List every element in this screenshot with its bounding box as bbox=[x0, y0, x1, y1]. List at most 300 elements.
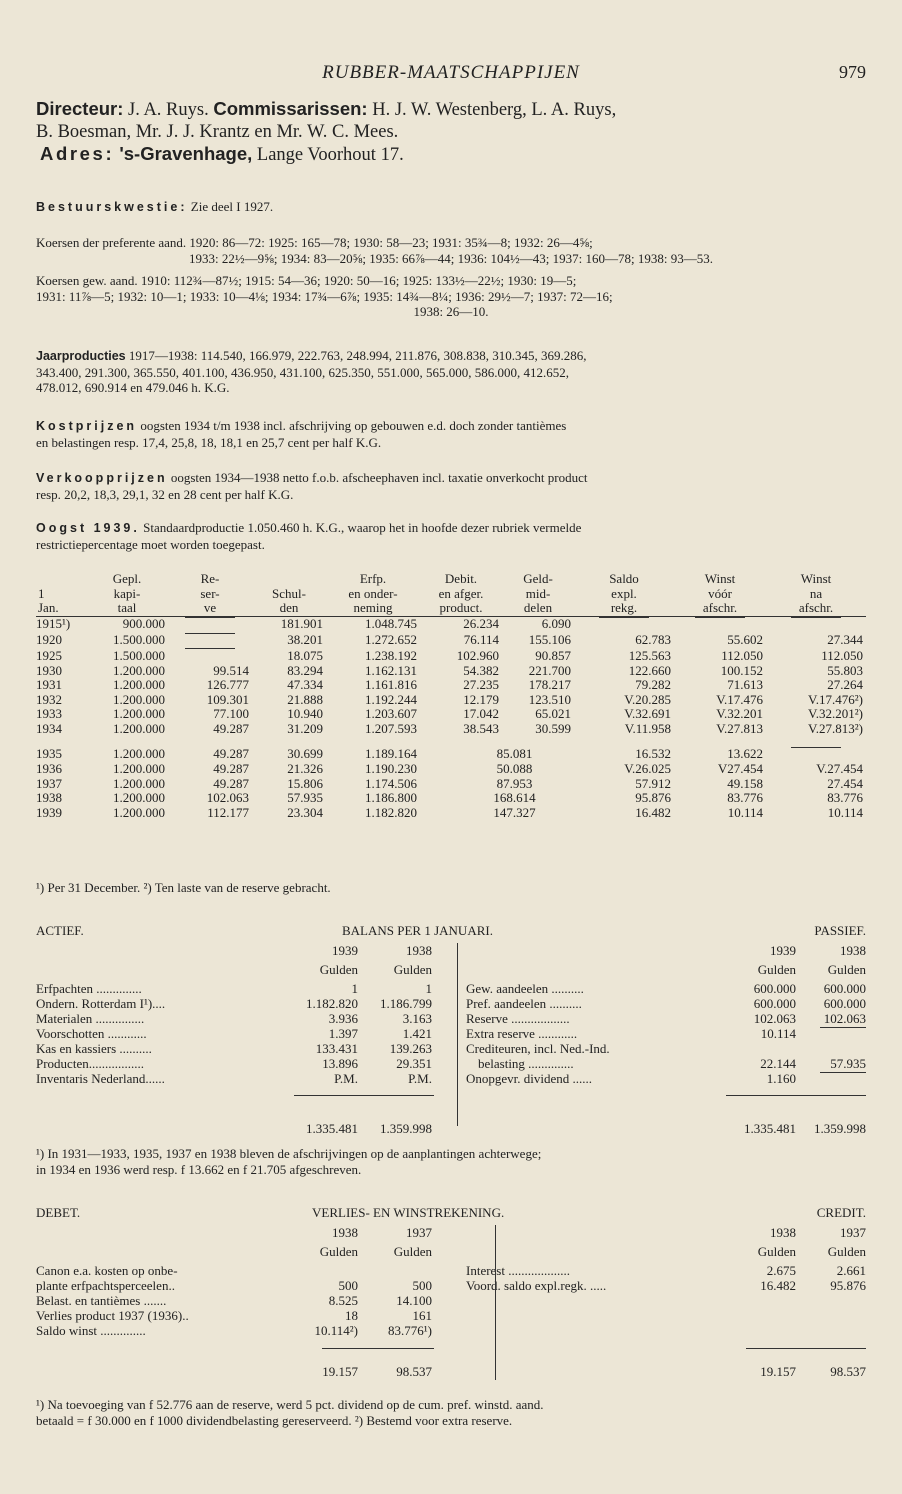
ledger-row bbox=[466, 1278, 866, 1293]
table-cell: 47.334 bbox=[287, 677, 323, 693]
table-cell: 49.287 bbox=[213, 761, 249, 777]
table-header-cell bbox=[36, 572, 86, 587]
row-year: 1920 bbox=[36, 631, 62, 647]
table-row bbox=[36, 762, 866, 777]
ledger-value: 1.160 bbox=[766, 1071, 796, 1086]
ledger-label: Kas en kassiers .......... bbox=[36, 1041, 152, 1056]
table-cell: 100.152 bbox=[720, 662, 763, 678]
row-year: 1930 bbox=[36, 662, 62, 678]
table-cell: 31.209 bbox=[287, 720, 323, 736]
ledger-label: Voorschotten ............ bbox=[36, 1026, 147, 1041]
ledger-value: 600.000 bbox=[753, 981, 796, 996]
verkoopprijzen-line1: oogsten 1934—1938 netto f.o.b. afscheephaven incl. taxatie onverkocht product bbox=[167, 470, 588, 485]
vw-left-total1: 19.157 bbox=[322, 1364, 358, 1379]
table-cell: 1.200.000 bbox=[113, 677, 165, 693]
table-header-cell: vóór bbox=[708, 585, 732, 601]
balans-footnote-line1: ¹) In 1931—1933, 1935, 1937 en 1938 bleven de afschrijvingen op de aanplantingen achterwege; bbox=[36, 1146, 542, 1161]
table-cell: 55.803 bbox=[827, 662, 863, 678]
table-header-cell: neming bbox=[326, 601, 420, 616]
ledger-value: 600.000 bbox=[823, 981, 866, 996]
table-header-cell: Saldo bbox=[609, 571, 639, 586]
ledger-row bbox=[466, 1263, 866, 1278]
page-number: 979 bbox=[839, 62, 866, 82]
table-row bbox=[36, 791, 866, 806]
ledger-value: 95.876 bbox=[830, 1278, 866, 1293]
ledger-value: 1.186.799 bbox=[380, 996, 432, 1011]
table-cell: 21.888 bbox=[287, 691, 323, 707]
balans-right-cur1: Gulden bbox=[757, 962, 796, 977]
ledger-value: 102.063 bbox=[823, 1011, 866, 1026]
ledger-value: P.M. bbox=[334, 1071, 358, 1086]
table-row bbox=[36, 616, 866, 632]
table-cell: 109.301 bbox=[206, 691, 249, 707]
table-cell: 1.500.000 bbox=[113, 631, 165, 647]
table-cell: 112.050 bbox=[721, 647, 763, 663]
table-header-cell: product. bbox=[420, 601, 502, 616]
bestuur-text: Zie deel I 1927. bbox=[190, 199, 274, 214]
table-cell: 1.200.000 bbox=[113, 720, 165, 736]
table-cell: 1.174.506 bbox=[365, 775, 417, 791]
balans-footnote-line2: in 1934 en 1936 werd resp. f 13.662 en f 21.705 afgeschreven. bbox=[36, 1161, 362, 1177]
empty-dash bbox=[185, 633, 235, 649]
vw-right-year2: 1937 bbox=[840, 1225, 866, 1240]
table-cell: 17.042 bbox=[463, 706, 499, 722]
table-cell: 55.602 bbox=[727, 631, 763, 647]
table-cell: 65.021 bbox=[535, 706, 571, 722]
jaarproducties-line3: 478.012, 690.914 en 479.046 h. K.G. bbox=[36, 380, 230, 395]
table-cell: 6.090 bbox=[541, 616, 571, 632]
vw-footnote-line1: ¹) Na toevoeging van f 52.776 aan de reserve, werd 5 pct. dividend op de cum. pref. winstd. aand. bbox=[36, 1397, 544, 1412]
table-cell: 112.050 bbox=[821, 647, 863, 663]
table-cell: 10.114 bbox=[727, 804, 763, 820]
ledger-value: 1.397 bbox=[328, 1026, 358, 1041]
table-header-cell: ve bbox=[168, 601, 252, 616]
ledger-label: Onopgevr. dividend ...... bbox=[466, 1071, 593, 1086]
koersen-gew-line2: 1931: 11⅞—5; 1932: 10—1; 1933: 10—4⅛; 1934: 17¾—6⅞; 1935: 14¾—8¼; 1936: 29½—7; 1937: 72—16; bbox=[36, 288, 613, 304]
table-row bbox=[36, 678, 866, 693]
row-year: 1925 bbox=[36, 647, 62, 663]
row-year: 1934 bbox=[36, 720, 62, 736]
ledger-label: Crediteuren, incl. Ned.-Ind. bbox=[466, 1041, 610, 1056]
verkoopprijzen-line2: resp. 20,2, 18,3, 29,1, 32 en 28 cent per half K.G. bbox=[36, 486, 294, 502]
jaarproducties-line1: 1917—1938: 114.540, 166.979, 222.763, 248.994, 211.876, 308.838, 310.345, 369.286, bbox=[125, 348, 587, 363]
ledger-row bbox=[466, 981, 866, 996]
koersen-pref-line1: Koersen der preferente aand. 1920: 86—72: 1925: 165—78; 1930: 58—23; 1931: 35¾—8; 1932: 26—4⅝; bbox=[36, 235, 593, 250]
table-row bbox=[36, 693, 866, 708]
koersen-gew-line1: Koersen gew. aand. 1910: 112¾—87½; 1915: 54—36; 1920: 50—16; 1925: 133½—22½; 1930: 19—5; bbox=[36, 273, 577, 288]
table-row bbox=[36, 707, 866, 722]
table-cell: 10.114 bbox=[827, 804, 863, 820]
table-header-cell bbox=[252, 572, 326, 587]
ledger-label: belasting .............. bbox=[478, 1056, 574, 1071]
table-cell: V.32.201²) bbox=[808, 706, 863, 722]
ledger-value: 1 bbox=[351, 981, 358, 996]
ledger-value: 133.431 bbox=[315, 1041, 358, 1056]
table-cell: V.26.025 bbox=[624, 761, 671, 777]
vw-credit-label: CREDIT. bbox=[816, 1205, 866, 1220]
verkoopprijzen-label: Verkoopprijzen bbox=[36, 471, 168, 485]
table-cell: 38.201 bbox=[287, 631, 323, 647]
table-header-cell: en onder- bbox=[348, 585, 398, 601]
table-cell: 1.500.000 bbox=[113, 647, 165, 663]
table-header-cell: na bbox=[809, 585, 823, 601]
row-year: 1938 bbox=[36, 790, 62, 806]
kostprijzen-label: Kostprijzen bbox=[36, 419, 138, 433]
kostprijzen bbox=[36, 418, 866, 450]
row-year: 1937 bbox=[36, 775, 62, 791]
table-cell: V.27.454 bbox=[816, 761, 863, 777]
table-cell: 26.234 bbox=[463, 616, 499, 632]
table-cell: 1.200.000 bbox=[113, 761, 165, 777]
table-cell: 1.200.000 bbox=[113, 745, 165, 761]
table-cell: V27.454 bbox=[717, 761, 763, 777]
table-cell bbox=[168, 648, 252, 664]
ledger-row bbox=[36, 1308, 446, 1323]
ledger-value: 102.063 bbox=[753, 1011, 796, 1026]
balans-title: BALANS PER 1 JANUARI. bbox=[342, 923, 493, 938]
ledger-row bbox=[466, 1026, 866, 1041]
table-cell: 1.200.000 bbox=[113, 804, 165, 820]
vw-left-cur1: Gulden bbox=[319, 1244, 358, 1259]
table-cell: 1.189.164 bbox=[365, 745, 417, 761]
empty-dash bbox=[185, 648, 235, 664]
table-cell: 181.901 bbox=[280, 616, 323, 632]
table-cell: 77.100 bbox=[213, 706, 249, 722]
koersen-pref-line2: 1933: 22½—9⅝; 1934: 83—20⅝; 1935: 66⅞—44; 1936: 104½—43; 1937: 160—78; 1938: 93—53. bbox=[189, 250, 713, 266]
ledger-label: Voord. saldo expl.regk. ..... bbox=[466, 1278, 607, 1293]
table-cell: 1.238.192 bbox=[365, 647, 417, 663]
table-row bbox=[36, 664, 866, 679]
table-header-cell: delen bbox=[502, 601, 574, 616]
table-header-cell: Winst bbox=[800, 571, 832, 586]
table-cell: 126.777 bbox=[206, 677, 249, 693]
vw-right-cur2: Gulden bbox=[827, 1244, 866, 1259]
commissarissen-names-cont: B. Boesman, Mr. J. J. Krantz en Mr. W. C. Mees. bbox=[36, 122, 399, 142]
intro bbox=[36, 98, 866, 166]
table-header-cell: kapi- bbox=[113, 585, 141, 601]
table-header-cell: Gepl. bbox=[112, 571, 142, 586]
financial-history-table bbox=[36, 572, 866, 820]
table-cell: 1.186.800 bbox=[365, 790, 417, 806]
ledger-value bbox=[800, 1071, 866, 1088]
table-cell: 1.048.745 bbox=[365, 616, 417, 632]
table-header-cell: Jan. bbox=[36, 601, 86, 616]
ledger-label: Ondern. Rotterdam I¹).... bbox=[36, 996, 166, 1011]
jaarproducties bbox=[36, 348, 866, 396]
vw-right-cur1: Gulden bbox=[757, 1244, 796, 1259]
ledger-value: 16.482 bbox=[760, 1278, 796, 1293]
table-cell: 10.940 bbox=[287, 706, 323, 722]
balans-left-year1: 1939 bbox=[332, 943, 358, 958]
table-cell: 16.532 bbox=[635, 745, 671, 761]
ledger-row bbox=[36, 1263, 446, 1278]
ledger-value: 1 bbox=[425, 981, 432, 996]
table-cell: 71.613 bbox=[727, 677, 763, 693]
commissarissen-label: Commissarissen: bbox=[213, 98, 368, 119]
ledger-value: 2.661 bbox=[836, 1263, 866, 1278]
ledger-value: 139.263 bbox=[389, 1041, 432, 1056]
ledger-row bbox=[466, 1041, 866, 1056]
table-header-cell: Schul- bbox=[272, 585, 306, 601]
ledger-row bbox=[36, 1041, 446, 1056]
table-row bbox=[36, 632, 866, 648]
table-cell: 83.776 bbox=[827, 790, 863, 806]
table-cell: 50.088 bbox=[496, 761, 533, 777]
table-cell: V.20.285 bbox=[624, 691, 671, 707]
ledger-label: Reserve .................. bbox=[466, 1011, 570, 1026]
table-cell: 102.063 bbox=[206, 790, 249, 806]
ledger-value: 57.935 bbox=[830, 1056, 866, 1071]
empty-dash bbox=[695, 617, 745, 633]
ledger-value: 3.936 bbox=[328, 1011, 358, 1026]
commissarissen-names: H. J. W. Westenberg, L. A. Ruys, bbox=[367, 100, 617, 120]
table-cell: 57.912 bbox=[635, 775, 671, 791]
table-cell: 112.177 bbox=[207, 804, 249, 820]
table-cell: 95.876 bbox=[635, 790, 671, 806]
table-cell: V.27.813 bbox=[716, 720, 763, 736]
ledger-label: Pref. aandeelen .......... bbox=[466, 996, 582, 1011]
vw-footnote bbox=[36, 1397, 866, 1428]
bestuurskwestie bbox=[36, 199, 866, 216]
ledger-row bbox=[36, 1293, 446, 1308]
ledger-row bbox=[466, 1071, 866, 1086]
table-cell: 1.182.820 bbox=[365, 804, 417, 820]
ledger-row bbox=[36, 1011, 446, 1026]
table-cell: 1.203.607 bbox=[365, 706, 417, 722]
balans-left-year2: 1938 bbox=[406, 943, 432, 958]
ledger-value: 22.144 bbox=[760, 1056, 796, 1071]
ledger-value: 500 bbox=[338, 1278, 358, 1293]
ledger-label: plante erfpachtsperceelen.. bbox=[36, 1278, 175, 1293]
ledger-value: 10.114²) bbox=[314, 1323, 358, 1338]
ledger-row bbox=[466, 1011, 866, 1026]
verkoopprijzen bbox=[36, 470, 866, 502]
table-cell: 21.326 bbox=[287, 761, 323, 777]
table-cell: 30.599 bbox=[535, 720, 571, 736]
table-cell: 1.200.000 bbox=[113, 691, 165, 707]
adres-street: Lange Voorhout 17. bbox=[252, 145, 404, 165]
table-cell: 27.264 bbox=[827, 677, 863, 693]
ledger-value: 600.000 bbox=[823, 996, 866, 1011]
table-row bbox=[36, 722, 866, 737]
table-cell: 1.190.230 bbox=[365, 761, 417, 777]
ledger-label: Saldo winst .............. bbox=[36, 1323, 146, 1338]
vw-left-year1: 1938 bbox=[332, 1225, 358, 1240]
ledger-label: Inventaris Nederland...... bbox=[36, 1071, 165, 1086]
table-header-cell: rekg. bbox=[574, 601, 674, 616]
ledger-label: Erfpachten .............. bbox=[36, 981, 142, 996]
table-cell: 27.454 bbox=[827, 775, 863, 791]
row-year: 1932 bbox=[36, 691, 62, 707]
row-year: 1935 bbox=[36, 745, 62, 761]
table-header-cell: ser- bbox=[200, 585, 220, 601]
table-cell: 1.161.816 bbox=[365, 677, 417, 693]
table-cell: 30.699 bbox=[287, 745, 323, 761]
table-cell: 27.235 bbox=[463, 677, 499, 693]
table-cell: 168.614 bbox=[493, 790, 536, 806]
balans-footnote bbox=[36, 1146, 866, 1177]
table-cell: 122.660 bbox=[628, 662, 671, 678]
table-header-cell: expl. bbox=[611, 585, 637, 601]
table-cell: 1.200.000 bbox=[113, 662, 165, 678]
table-cell: 54.382 bbox=[463, 662, 499, 678]
empty-dash bbox=[791, 617, 841, 633]
table-cell: 76.114 bbox=[463, 631, 499, 647]
table-cell: 125.563 bbox=[628, 647, 671, 663]
ledger-value: 18 bbox=[345, 1308, 358, 1323]
table-cell: 155.106 bbox=[528, 631, 571, 647]
oogst-line1: Standaardproductie 1.050.460 h. K.G., waarop het in hoofde dezer rubriek vermelde bbox=[139, 520, 582, 535]
table-cell: 178.217 bbox=[528, 677, 571, 693]
empty-dash bbox=[185, 617, 235, 633]
table-header-cell: den bbox=[252, 601, 326, 616]
balans-right-year1: 1939 bbox=[770, 943, 796, 958]
table-row bbox=[36, 806, 866, 821]
table-cell: 49.158 bbox=[727, 775, 763, 791]
table-cell: 900.000 bbox=[122, 616, 165, 632]
table-header-cell: 1 bbox=[38, 585, 45, 601]
ledger-value: 29.351 bbox=[396, 1056, 432, 1071]
ledger-label: Belast. en tantièmes ....... bbox=[36, 1293, 167, 1308]
balans-left-total2: 1.359.998 bbox=[380, 1121, 432, 1136]
ledger-row bbox=[36, 996, 446, 1011]
table-cell: 147.327 bbox=[493, 804, 536, 820]
vw-right-total2: 98.537 bbox=[830, 1364, 866, 1379]
table-cell: 1.200.000 bbox=[113, 706, 165, 722]
running-title: RUBBER-MAATSCHAPPIJEN bbox=[322, 62, 580, 83]
table-cell: 23.304 bbox=[287, 804, 323, 820]
ledger-value: 13.896 bbox=[322, 1056, 358, 1071]
table-cell: 83.294 bbox=[287, 662, 323, 678]
table-cell: 38.543 bbox=[463, 720, 499, 736]
row-year: 1936 bbox=[36, 761, 62, 777]
directeur-name: J. A. Ruys. bbox=[123, 100, 214, 120]
table-header-cell: Re- bbox=[200, 571, 220, 586]
table-row bbox=[36, 746, 866, 762]
ledger-value: 1.182.820 bbox=[306, 996, 358, 1011]
ledger-row bbox=[36, 1323, 446, 1338]
koersen-gew-line3: 1938: 26—10. bbox=[413, 304, 489, 319]
empty-dash bbox=[820, 1072, 866, 1088]
bestuur-label: Bestuurskwestie: bbox=[36, 200, 188, 214]
vw-debet-label: DEBET. bbox=[36, 1205, 81, 1220]
table-header-cell: Winst bbox=[704, 571, 736, 586]
ledger-row bbox=[36, 1278, 446, 1293]
table-cell bbox=[674, 616, 766, 632]
empty-dash bbox=[791, 747, 841, 763]
table-cell: V.17.476²) bbox=[808, 691, 863, 707]
running-header bbox=[36, 62, 866, 86]
oogst-label: Oogst 1939. bbox=[36, 521, 140, 535]
balans-left-total1: 1.335.481 bbox=[306, 1121, 358, 1136]
table-row bbox=[36, 648, 866, 664]
ledger-label: Interest ................... bbox=[466, 1263, 570, 1278]
jaarproducties-line2: 343.400, 291.300, 365.550, 401.100, 436.950, 431.100, 625.350, 551.000, 565.000, 586.000, 412.652, bbox=[36, 364, 569, 380]
koersen-preferent bbox=[36, 235, 866, 266]
balans-left-cur2: Gulden bbox=[393, 962, 432, 977]
table-header-cell: Debit. bbox=[444, 571, 478, 586]
table-cell: 85.081 bbox=[496, 745, 533, 761]
table-cell: 16.482 bbox=[635, 804, 671, 820]
kostprijzen-line2: en belastingen resp. 17,4, 25,8, 18, 18,1 en 25,7 cent per half K.G. bbox=[36, 434, 382, 450]
vw-right-total1: 19.157 bbox=[760, 1364, 796, 1379]
table-header-cell: taal bbox=[86, 601, 168, 616]
ledger-row bbox=[36, 1071, 446, 1086]
table-cell: 79.282 bbox=[635, 677, 671, 693]
ledger-value: 161 bbox=[412, 1308, 432, 1323]
balans-right-year2: 1938 bbox=[840, 943, 866, 958]
table-cell: 102.960 bbox=[456, 647, 499, 663]
ledger-value: 14.100 bbox=[396, 1293, 432, 1308]
table-cell: 1.207.593 bbox=[365, 720, 417, 736]
ledger-label: Gew. aandeelen .......... bbox=[466, 981, 584, 996]
table-cell: 27.344 bbox=[827, 631, 863, 647]
ledger-value: 600.000 bbox=[753, 996, 796, 1011]
balans-right-total2: 1.359.998 bbox=[814, 1121, 866, 1136]
vw-left-year2: 1937 bbox=[406, 1225, 432, 1240]
table-cell bbox=[766, 746, 866, 762]
ledger-value: P.M. bbox=[408, 1071, 432, 1086]
ledger-label: Canon e.a. kosten op onbe- bbox=[36, 1263, 178, 1278]
table-cell: 13.622 bbox=[727, 745, 763, 761]
koersen-gewoon bbox=[36, 273, 866, 320]
table-header-cell: afschr. bbox=[766, 601, 866, 616]
table-cell: 123.510 bbox=[528, 691, 571, 707]
vw-title: VERLIES- EN WINSTREKENING. bbox=[312, 1205, 505, 1220]
ledger-value: 10.114 bbox=[760, 1026, 796, 1041]
ledger-value: 500 bbox=[412, 1278, 432, 1293]
balans-right-total1: 1.335.481 bbox=[744, 1121, 796, 1136]
ledger-value: 2.675 bbox=[766, 1263, 796, 1278]
table-cell: 62.783 bbox=[635, 631, 671, 647]
directeur-label: Directeur: bbox=[36, 98, 124, 119]
table-header-cell: mid- bbox=[525, 585, 551, 601]
balans-passief-label: PASSIEF. bbox=[814, 923, 866, 938]
row-year: 1931 bbox=[36, 677, 62, 693]
table-cell: 83.776 bbox=[727, 790, 763, 806]
kostprijzen-line1: oogsten 1934 t/m 1938 incl. afschrijving op gebouwen e.d. doch zonder tantièmes bbox=[137, 418, 567, 433]
balans-left-cur1: Gulden bbox=[319, 962, 358, 977]
ledger-label: Extra reserve ............ bbox=[466, 1026, 578, 1041]
table-footnote: ¹) Per 31 December. ²) Ten laste van de reserve gebracht. bbox=[36, 880, 331, 895]
table-header-cell: en afger. bbox=[438, 585, 484, 601]
table-header-cell: afschr. bbox=[674, 601, 766, 616]
ledger-row bbox=[466, 1056, 866, 1071]
table-cell: 1.162.131 bbox=[365, 662, 417, 678]
table-cell: 1.192.244 bbox=[365, 691, 417, 707]
table-cell bbox=[168, 616, 252, 632]
table-cell: 99.514 bbox=[213, 662, 249, 678]
table-cell: 221.700 bbox=[528, 662, 571, 678]
table-cell: 90.857 bbox=[535, 647, 571, 663]
ledger-row bbox=[466, 996, 866, 1011]
oogst-line2: restrictiepercentage moet worden toegepast. bbox=[36, 536, 265, 552]
table-cell: 12.179 bbox=[463, 691, 499, 707]
table-cell: 1.200.000 bbox=[113, 775, 165, 791]
vw-right-year1: 1938 bbox=[770, 1225, 796, 1240]
ledger-row bbox=[36, 1026, 446, 1041]
table-cell: 1.272.652 bbox=[365, 631, 417, 647]
ledger-row bbox=[36, 981, 446, 996]
row-year: 1915¹) bbox=[36, 616, 71, 632]
table-cell: V.17.476 bbox=[716, 691, 763, 707]
row-year: 1933 bbox=[36, 706, 62, 722]
table-cell: 49.287 bbox=[213, 775, 249, 791]
ledger-label: Producten................. bbox=[36, 1056, 144, 1071]
vw-left-cur2: Gulden bbox=[393, 1244, 432, 1259]
row-year: 1939 bbox=[36, 804, 62, 820]
table-cell: V.27.813²) bbox=[808, 720, 863, 736]
